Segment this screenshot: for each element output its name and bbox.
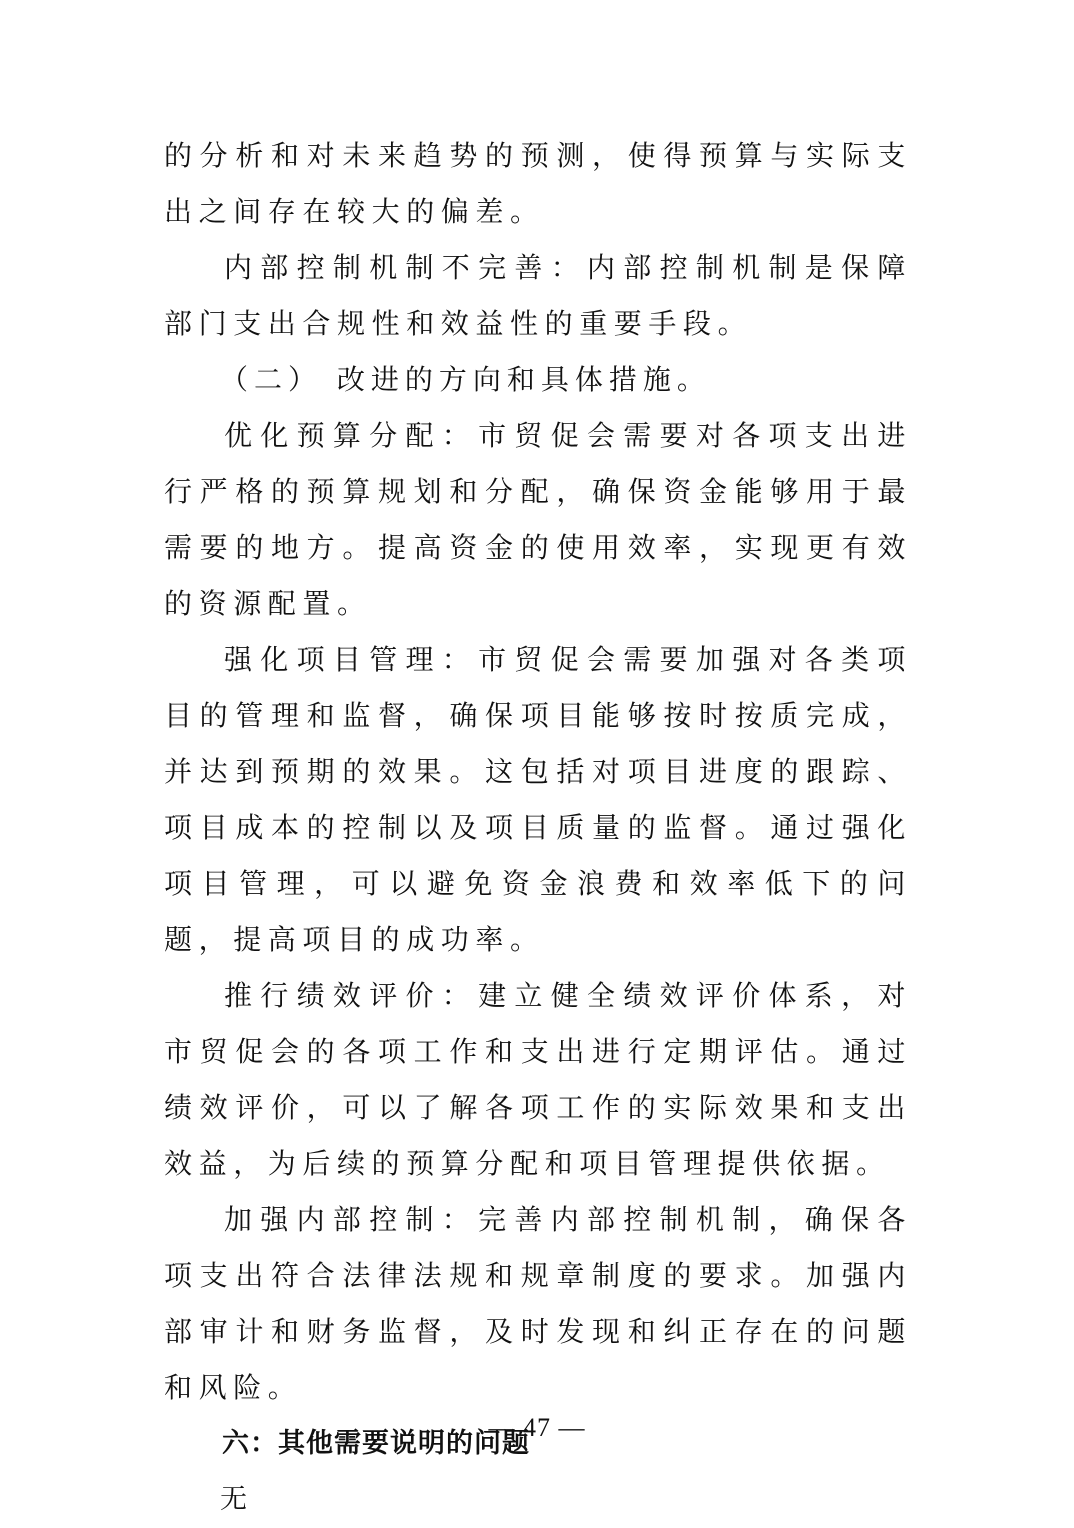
paragraph-budget-deviation: 的分析和对未来趋势的预测，使得预算与实际支出之间存在较大的偏差。 [164, 139, 912, 228]
body-text [164, 128, 912, 1528]
paragraph-optimize-budget: 优化预算分配：市贸促会需要对各项支出进行严格的预算规划和分配，确保资金能够用于最需要的地方。提高资金的使用效率，实现更有效的资源配置。 [164, 419, 912, 620]
subheading-improvement-measures: （二） 改进的方向和具体措施。 [220, 363, 711, 396]
paragraph-strengthen-internal-control: 加强内部控制：完善内部控制机制，确保各项支出符合法律法规和规章制度的要求。加强内部审计和财务监督，及时发现和纠正存在的问题和风险。 [164, 1203, 912, 1404]
section-content: 无 [220, 1484, 247, 1515]
paragraph-performance-evaluation: 推行绩效评价：建立健全绩效评价体系，对市贸促会的各项工作和支出进行定期评估。通过绩效评价，可以了解各项工作的实际效果和支出效益，为后续的预算分配和项目管理提供依据。 [164, 979, 912, 1180]
paragraph-internal-control-issue: 内部控制机制不完善：内部控制机制是保障部门支出合规性和效益性的重要手段。 [164, 251, 912, 340]
page-number: — 47 — [488, 1413, 586, 1442]
section-heading-other-issues: 六：其他需要说明的问题 [222, 1428, 530, 1459]
paragraph-project-management: 强化项目管理：市贸促会需要加强对各类项目的管理和监督，确保项目能够按时按质完成，并达到预期的效果。这包括对项目进度的跟踪、项目成本的控制以及项目质量的监督。通过强化项目管理，可以避免资金浪费和效率低下的问题，提高项目的成功率。 [164, 643, 912, 956]
